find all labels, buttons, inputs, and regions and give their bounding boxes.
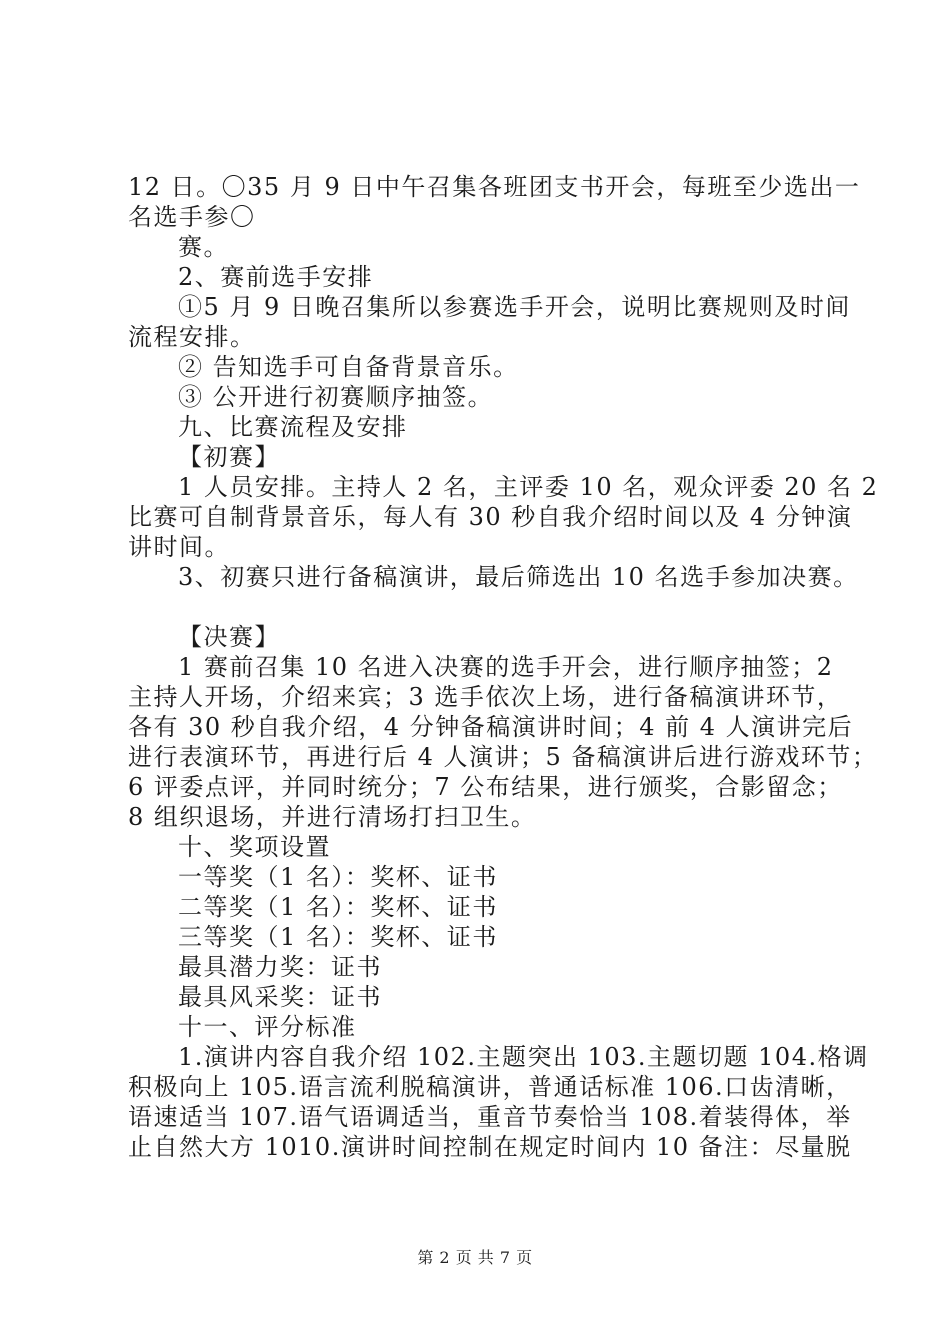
text-line: ③ 公开进行初赛顺序抽签。	[178, 383, 494, 411]
text-line: 1 人员安排。主持人 2 名，主评委 10 名，观众评委 20 名 2	[178, 473, 879, 501]
award-item: 三等奖（1 名）：奖杯、证书	[178, 923, 498, 951]
text-line: 流程安排。	[128, 323, 256, 351]
text-line: ② 告知选手可自备背景音乐。	[178, 353, 519, 381]
text-line: 赛。	[178, 233, 229, 261]
text-line: 主持人开场，介绍来宾；3 选手依次上场，进行备稿演讲环节，	[128, 683, 843, 711]
text-line: 比赛可自制背景音乐，每人有 30 秒自我介绍时间以及 4 分钟演	[128, 503, 853, 531]
section-heading: 十、奖项设置	[178, 833, 331, 861]
text-line: 名选手参〇	[128, 203, 256, 231]
text-line: 各有 30 秒自我介绍，4 分钟备稿演讲时间；4 前 4 人演讲完后	[128, 713, 854, 741]
text-line: 8 组织退场，并进行清场打扫卫生。	[128, 803, 537, 831]
text-line: ①5 月 9 日晚召集所以参赛选手开会，说明比赛规则及时间	[178, 293, 851, 321]
section-heading: 2、赛前选手安排	[178, 263, 374, 291]
text-line: 1.演讲内容自我介绍 102.主题突出 103.主题切题 104.格调	[178, 1043, 869, 1071]
text-line: 12 日。〇35 月 9 日中午召集各班团支书开会，每班至少选出一	[128, 173, 861, 201]
text-line: 3、初赛只进行备稿演讲，最后筛选出 10 名选手参加决赛。	[178, 563, 859, 591]
text-line: 1 赛前召集 10 名进入决赛的选手开会，进行顺序抽签；2	[178, 653, 834, 681]
document-body	[128, 172, 879, 1162]
text-line: 积极向上 105.语言流利脱稿演讲，普通话标准 106.口齿清晰，	[128, 1073, 852, 1101]
page-footer: 第 2 页 共 7 页	[417, 1248, 533, 1267]
award-item: 最具风采奖：证书	[178, 983, 382, 1011]
section-heading: 九、比赛流程及安排	[178, 413, 408, 441]
subsection-heading: 【决赛】	[178, 623, 280, 651]
text-line: 止自然大方 1010.演讲时间控制在规定时间内 10 备注：尽量脱	[128, 1133, 852, 1161]
subsection-heading: 【初赛】	[178, 443, 280, 471]
text-line: 6 评委点评，并同时统分；7 公布结果，进行颁奖，合影留念；	[128, 773, 843, 801]
award-item: 最具潜力奖：证书	[178, 953, 382, 981]
award-item: 一等奖（1 名）：奖杯、证书	[178, 863, 498, 891]
paragraph-gap	[128, 592, 840, 622]
text-line: 进行表演环节，再进行后 4 人演讲；5 备稿演讲后进行游戏环节；	[128, 743, 878, 771]
award-item: 二等奖（1 名）：奖杯、证书	[178, 893, 498, 921]
text-line: 语速适当 107.语气语调适当，重音节奏恰当 108.着装得体，举	[128, 1103, 852, 1131]
section-heading: 十一、评分标准	[178, 1013, 357, 1041]
text-line: 讲时间。	[128, 533, 230, 561]
